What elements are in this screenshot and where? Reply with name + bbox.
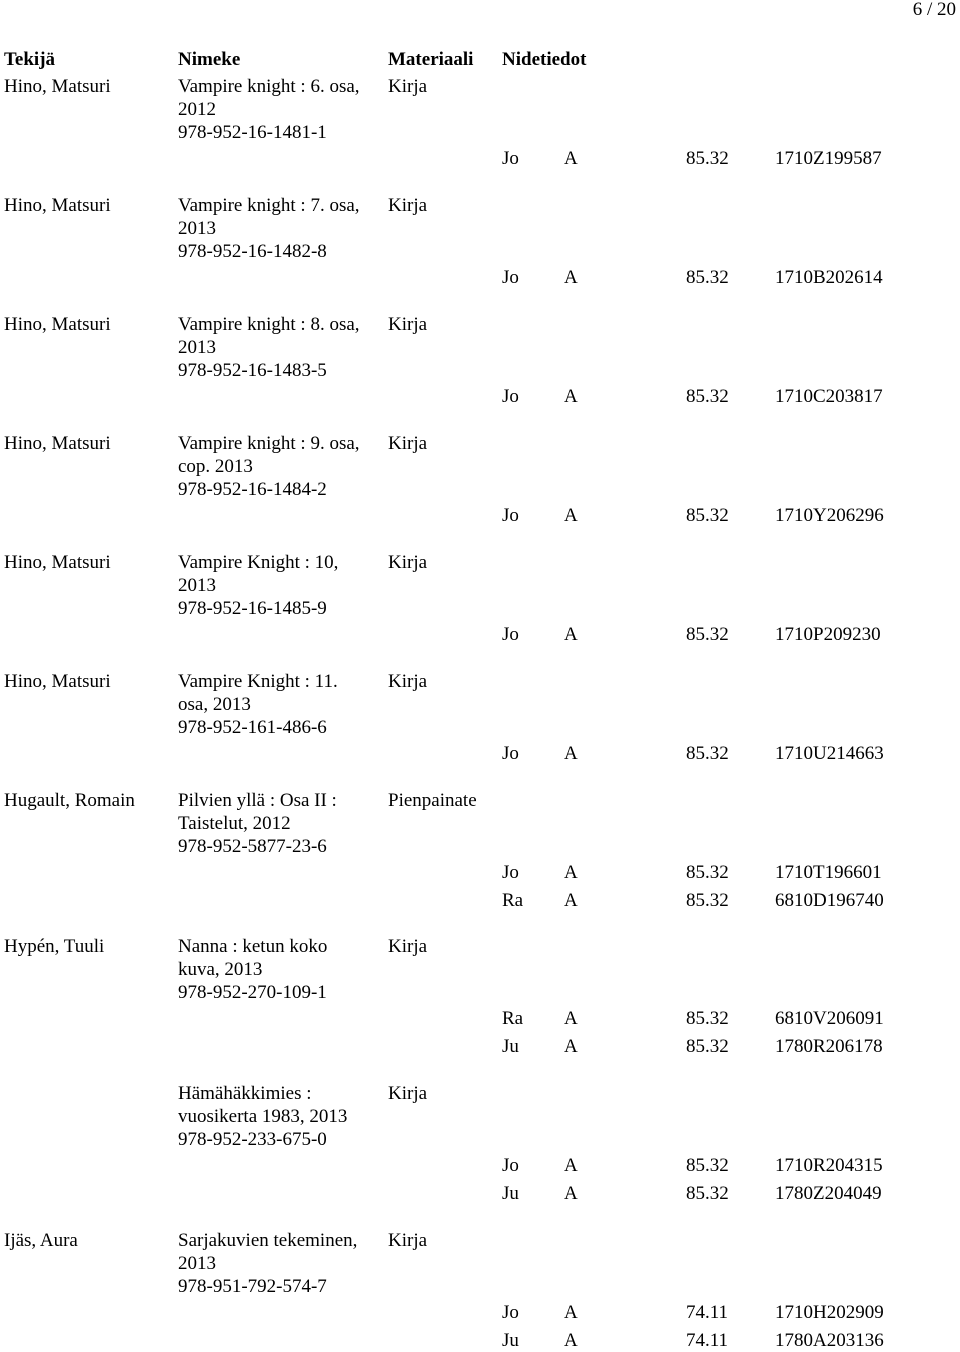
header-author: Tekijä	[4, 49, 56, 70]
holding-location: Jo	[502, 862, 519, 883]
holding-type: A	[564, 624, 578, 645]
entry-title-line: Sarjakuvien tekeminen,	[178, 1230, 358, 1251]
entry-title	[178, 789, 383, 858]
table-header	[0, 48, 960, 72]
entry-material: Kirja	[388, 552, 428, 573]
holding-type: A	[564, 890, 578, 911]
entry-title-line: Vampire knight : 6. osa,	[178, 76, 360, 97]
entry-author: Hino, Matsuri	[4, 552, 111, 573]
entry-title-line: vuosikerta 1983, 2013	[178, 1106, 348, 1127]
holding-class: 85.32	[686, 1036, 729, 1057]
entry-title-line: Vampire knight : 9. osa,	[178, 433, 360, 454]
entry-material: Kirja	[388, 314, 428, 335]
header-title: Nimeke	[178, 49, 241, 70]
entry-title-line: Pilvien yllä : Osa II :	[178, 790, 337, 811]
holding-type: A	[564, 1302, 578, 1323]
entry-author: Hino, Matsuri	[4, 314, 111, 335]
entry-author: Hypén, Tuuli	[4, 936, 105, 957]
entry-material: Kirja	[388, 1083, 428, 1104]
page-number: 6 / 20	[912, 0, 956, 20]
holding-type: A	[564, 148, 578, 169]
holding-location: Jo	[502, 624, 519, 645]
holding-id: 1710Y206296	[775, 505, 884, 526]
holding-class: 85.32	[686, 862, 729, 883]
entry-title-line: cop. 2013	[178, 456, 253, 477]
holding-row	[0, 861, 960, 884]
holding-type: A	[564, 386, 578, 407]
entry-material: Kirja	[388, 936, 428, 957]
holding-type: A	[564, 862, 578, 883]
entry-title-line: Vampire Knight : 11.	[178, 671, 338, 692]
holding-location: Ju	[502, 1330, 519, 1351]
holding-row	[0, 385, 960, 408]
entry-author: Hino, Matsuri	[4, 195, 111, 216]
holding-row	[0, 1035, 960, 1058]
holding-class: 85.32	[686, 267, 729, 288]
holding-class: 85.32	[686, 386, 729, 407]
holding-row	[0, 742, 960, 765]
holding-class: 85.32	[686, 743, 729, 764]
entry-title	[178, 194, 383, 263]
holding-location: Jo	[502, 267, 519, 288]
holding-id: 1780R206178	[775, 1036, 883, 1057]
holding-row	[0, 889, 960, 912]
holding-class: 85.32	[686, 505, 729, 526]
entry-author: Hino, Matsuri	[4, 671, 111, 692]
holding-id: 1780A203136	[775, 1330, 884, 1351]
holding-type: A	[564, 743, 578, 764]
entry-isbn: 978-952-16-1485-9	[178, 598, 327, 619]
entry-title-line: Taistelut, 2012	[178, 813, 291, 834]
holding-type: A	[564, 1008, 578, 1029]
entry-author: Hugault, Romain	[4, 790, 135, 811]
entry-author: Hino, Matsuri	[4, 433, 111, 454]
holding-id: 1710C203817	[775, 386, 883, 407]
holding-id: 1710U214663	[775, 743, 884, 764]
holding-row	[0, 1329, 960, 1352]
holding-location: Ju	[502, 1036, 519, 1057]
holding-class: 85.32	[686, 890, 729, 911]
holding-class: 85.32	[686, 1155, 729, 1176]
holding-class: 85.32	[686, 1008, 729, 1029]
holding-row	[0, 266, 960, 289]
entry-material: Kirja	[388, 433, 428, 454]
holding-id: 1710Z199587	[775, 148, 882, 169]
holding-location: Jo	[502, 386, 519, 407]
entry-material: Kirja	[388, 671, 428, 692]
holding-class: 85.32	[686, 1183, 729, 1204]
holding-id: 6810V206091	[775, 1008, 884, 1029]
holding-row	[0, 1154, 960, 1177]
entry-material: Pienpainate	[388, 790, 477, 811]
entry-material: Kirja	[388, 195, 428, 216]
holding-id: 1710R204315	[775, 1155, 883, 1176]
entry-author: Ijäs, Aura	[4, 1230, 78, 1251]
holding-class: 85.32	[686, 624, 729, 645]
entry-title-line: 2012	[178, 99, 216, 120]
entry-author: Hino, Matsuri	[4, 76, 111, 97]
holding-type: A	[564, 505, 578, 526]
entry-isbn: 978-951-792-574-7	[178, 1276, 327, 1297]
holding-type: A	[564, 1036, 578, 1057]
holding-id: 1780Z204049	[775, 1183, 882, 1204]
entry-title	[178, 1229, 383, 1298]
entry-title-line: kuva, 2013	[178, 959, 263, 980]
holding-id: 1710H202909	[775, 1302, 884, 1323]
entry-title-line: 2013	[178, 337, 216, 358]
entry-title	[178, 432, 383, 501]
entry-title-line: Vampire knight : 7. osa,	[178, 195, 360, 216]
holding-location: Ra	[502, 890, 524, 911]
holding-location: Ra	[502, 1008, 524, 1029]
entry-isbn: 978-952-16-1484-2	[178, 479, 327, 500]
holding-location: Jo	[502, 1302, 519, 1323]
holding-class: 74.11	[686, 1302, 729, 1323]
holding-location: Ju	[502, 1183, 519, 1204]
entry-isbn: 978-952-16-1482-8	[178, 241, 327, 262]
holding-type: A	[564, 267, 578, 288]
entry-title	[178, 1082, 383, 1151]
holding-type: A	[564, 1330, 578, 1351]
entry-isbn: 978-952-161-486-6	[178, 717, 327, 738]
header-material: Materiaali	[388, 49, 474, 70]
holding-location: Jo	[502, 148, 519, 169]
entry-isbn: 978-952-233-675-0	[178, 1129, 327, 1150]
entry-title	[178, 935, 383, 1004]
holding-type: A	[564, 1183, 578, 1204]
entry-material: Kirja	[388, 1230, 428, 1251]
entry-isbn: 978-952-270-109-1	[178, 982, 327, 1003]
holding-location: Jo	[502, 743, 519, 764]
entry-isbn: 978-952-5877-23-6	[178, 836, 327, 857]
entry-title-line: 2013	[178, 218, 216, 239]
holding-id: 1710P209230	[775, 624, 881, 645]
entry-title-line: Nanna : ketun koko	[178, 936, 328, 957]
holding-row	[0, 623, 960, 646]
holding-row	[0, 1182, 960, 1205]
holding-row	[0, 1007, 960, 1030]
entry-title-line: Vampire Knight : 10,	[178, 552, 339, 573]
holding-location: Jo	[502, 505, 519, 526]
holding-id: 1710B202614	[775, 267, 883, 288]
holding-location: Jo	[502, 1155, 519, 1176]
entry-title	[178, 551, 383, 620]
entry-material: Kirja	[388, 76, 428, 97]
holding-id: 6810D196740	[775, 890, 884, 911]
entry-title-line: Vampire knight : 8. osa,	[178, 314, 360, 335]
holding-class: 74.11	[686, 1330, 729, 1351]
entry-title-line: Hämähäkkimies :	[178, 1083, 312, 1104]
header-holdings: Nidetiedot	[502, 49, 587, 70]
entry-isbn: 978-952-16-1483-5	[178, 360, 327, 381]
entry-title	[178, 75, 383, 144]
entry-isbn: 978-952-16-1481-1	[178, 122, 327, 143]
holding-type: A	[564, 1155, 578, 1176]
holding-row	[0, 504, 960, 527]
entry-title-line: 2013	[178, 1253, 216, 1274]
holding-class: 85.32	[686, 148, 729, 169]
entry-title	[178, 670, 383, 739]
holding-row	[0, 147, 960, 170]
entry-title	[178, 313, 383, 382]
holding-row	[0, 1301, 960, 1324]
holding-id: 1710T196601	[775, 862, 882, 883]
entry-title-line: 2013	[178, 575, 216, 596]
entry-title-line: osa, 2013	[178, 694, 251, 715]
